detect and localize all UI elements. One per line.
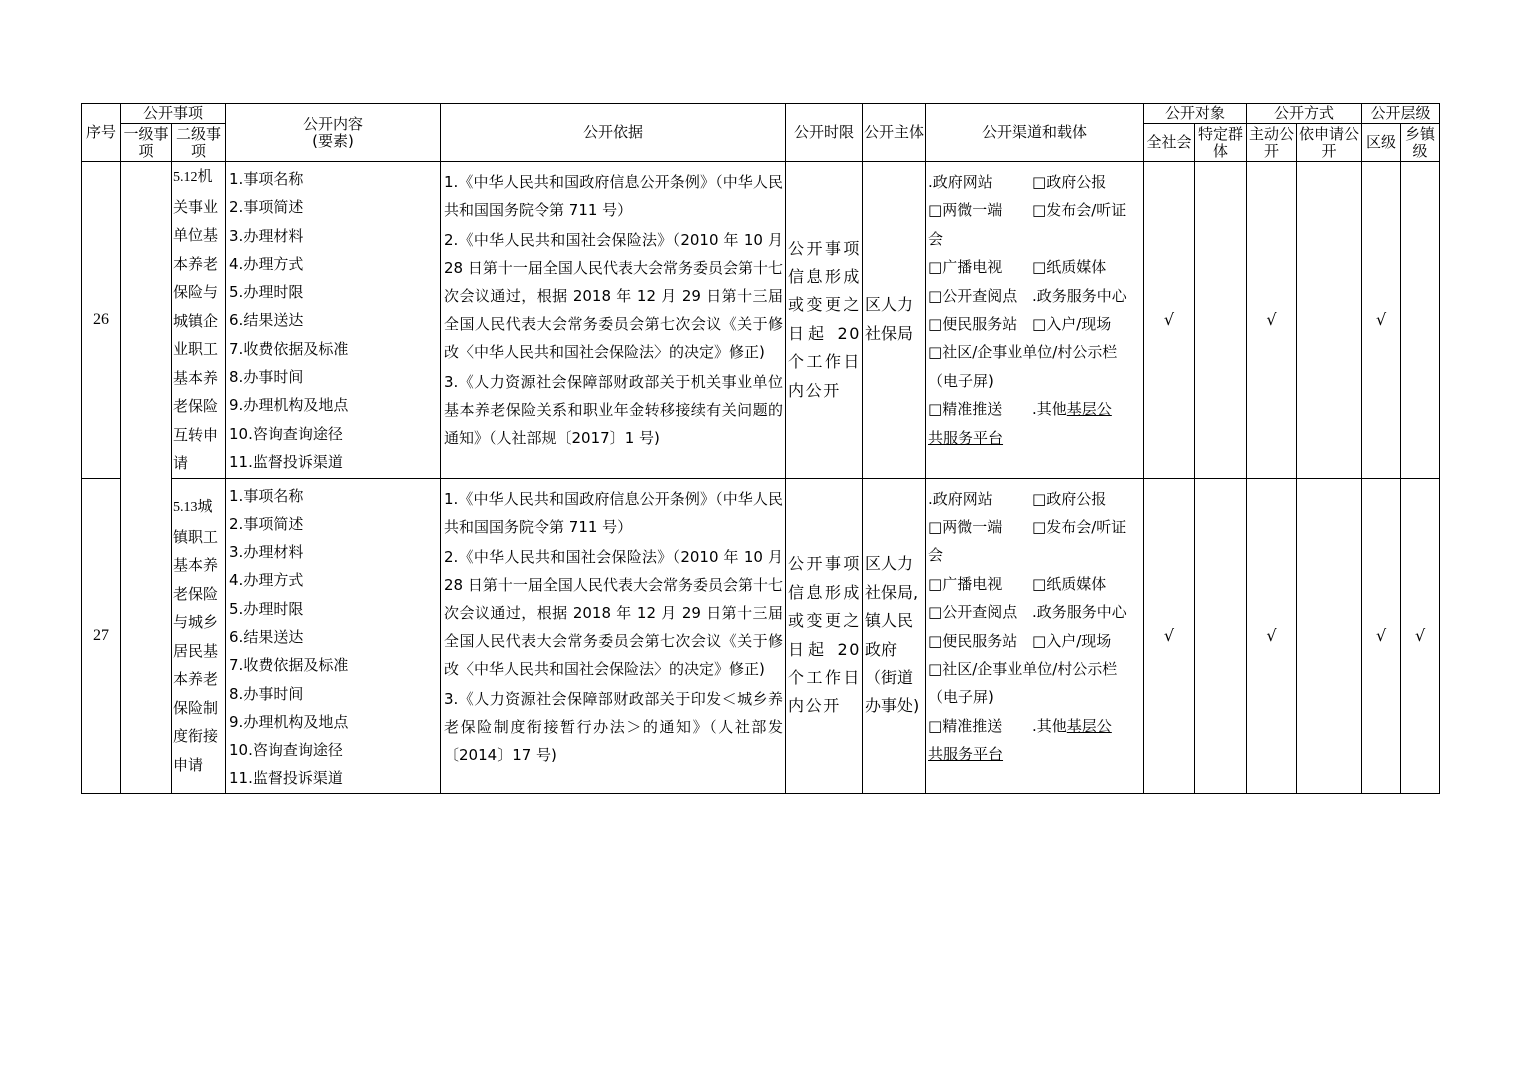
header-target-group: 公开对象 bbox=[1144, 104, 1247, 124]
list-item: 9.办理机构及地点 bbox=[229, 396, 349, 415]
channel-line bbox=[928, 225, 1141, 253]
basis-item: 1.《中华人民共和国政府信息公开条例》（中华人民共和国国务院令第 711 号） bbox=[444, 489, 784, 536]
channel-option: □精准推送 bbox=[928, 716, 1003, 735]
channel-option: □广播电视 bbox=[928, 574, 1003, 593]
header-content-sub: (要素) bbox=[312, 131, 354, 150]
level2-text: 机关事业单位基本养老保险与城镇企业职工基本养老保险互转申请 bbox=[173, 167, 219, 472]
channel-option: □入户/现场 bbox=[1032, 631, 1112, 650]
list-item: 11.监督投诉渠道 bbox=[229, 769, 343, 788]
channel-line bbox=[928, 485, 1141, 513]
channel-option: .其他 bbox=[1032, 716, 1067, 735]
level-district-check: √ bbox=[1362, 478, 1401, 793]
table-row bbox=[82, 478, 1440, 793]
list-item: 7.收费依据及标准 bbox=[229, 339, 349, 358]
channel-other-text: 共服务平台 bbox=[928, 745, 1004, 764]
list-item: 2.事项简述 bbox=[229, 514, 304, 533]
channel-other-text: 基层公 bbox=[1066, 716, 1112, 735]
channel-option: □精准推送 bbox=[928, 400, 1003, 419]
channel-line bbox=[928, 740, 1141, 768]
time-limit-cell: 公开事项信息形成或变更之日起 20 个工作日内公开 bbox=[786, 478, 863, 793]
channel-option: .政府网站 bbox=[928, 173, 993, 191]
list-item: 5.办理时限 bbox=[229, 283, 304, 302]
channel-option: □政府公报 bbox=[1032, 489, 1107, 508]
channel-line bbox=[928, 196, 1141, 224]
table-row bbox=[82, 162, 1440, 479]
list-item: 3.办理材料 bbox=[229, 226, 304, 245]
row-seq: 27 bbox=[82, 478, 121, 793]
channel-cell bbox=[926, 162, 1144, 479]
channel-option: □社区/企事业单位/村公示栏 bbox=[928, 659, 1118, 678]
basis-item: 3.《人力资源社会保障部财政部关于印发＜城乡养老保险制度衔接暂行办法＞的通知》（人社部发〔2014〕17 号) bbox=[444, 689, 784, 764]
header-method-request: 依申请公开 bbox=[1297, 124, 1362, 162]
row-seq: 26 bbox=[82, 162, 121, 479]
target-specific-check bbox=[1195, 478, 1247, 793]
target-all-check: √ bbox=[1144, 478, 1195, 793]
header-level-town: 乡镇级 bbox=[1401, 124, 1440, 162]
list-item: 1.事项名称 bbox=[229, 486, 304, 505]
channel-option: .政务服务中心 bbox=[1032, 286, 1127, 305]
content-items bbox=[226, 162, 441, 479]
channel-line bbox=[928, 541, 1141, 569]
header-method-active: 主动公开 bbox=[1247, 124, 1297, 162]
channel-option: （电子屏) bbox=[928, 371, 994, 390]
channel-line bbox=[928, 310, 1141, 338]
target-specific-check bbox=[1195, 162, 1247, 479]
level-district-check: √ bbox=[1362, 162, 1401, 479]
method-active-check: √ bbox=[1247, 162, 1297, 479]
header-content-title: 公开内容 bbox=[303, 114, 364, 133]
list-item: 6.结果送达 bbox=[229, 311, 304, 330]
level2-number: 5.13 bbox=[173, 500, 198, 516]
channel-line bbox=[928, 570, 1141, 598]
channel-option: □纸质媒体 bbox=[1032, 258, 1107, 277]
header-level2: 二级事项 bbox=[172, 124, 226, 162]
channel-line bbox=[928, 338, 1141, 366]
subject-cell: 区人力社保局,镇人民政府（街道办事处) bbox=[863, 478, 926, 793]
channel-line bbox=[928, 282, 1141, 310]
list-item: 10.咨询查询途径 bbox=[229, 741, 343, 760]
subject-cell: 区人力社保局 bbox=[863, 162, 926, 479]
basis-cell bbox=[441, 478, 786, 793]
level2-number: 5.12 bbox=[173, 170, 198, 185]
channel-line bbox=[928, 683, 1141, 711]
level1-cell bbox=[121, 162, 172, 794]
header-level1: 一级事项 bbox=[121, 124, 172, 162]
list-item: 9.办理机构及地点 bbox=[229, 712, 349, 731]
channel-option: □便民服务站 bbox=[928, 631, 1018, 650]
basis-item: 2.《中华人民共和国社会保险法》（2010 年 10 月 28 日第十一届全国人民代表大会常务委员会第十七次会议通过，根据 2018 年 12 月 29 日第十三届全国人民代表大会常务委员会第七次会议《关于修改〈中华人民共和国社会保险法〉的决定》修正) bbox=[444, 547, 784, 678]
list-item: 5.办理时限 bbox=[229, 599, 304, 618]
channel-option: □政府公报 bbox=[1032, 173, 1107, 191]
basis-item: 1.《中华人民共和国政府信息公开条例》（中华人民共和国国务院令第 711 号） bbox=[444, 173, 784, 219]
method-request-check bbox=[1297, 478, 1362, 793]
list-item: 4.办理方式 bbox=[229, 571, 304, 590]
channel-option: □广播电视 bbox=[928, 258, 1003, 277]
header-item-group: 公开事项 bbox=[121, 104, 226, 124]
channel-line bbox=[928, 367, 1141, 395]
list-item: 10.咨询查询途径 bbox=[229, 424, 343, 443]
channel-line bbox=[928, 712, 1141, 740]
list-item: 7.收费依据及标准 bbox=[229, 656, 349, 675]
channel-option: .其他 bbox=[1032, 400, 1067, 419]
channel-option: □发布会/听证 bbox=[1032, 517, 1127, 536]
list-item: 6.结果送达 bbox=[229, 627, 304, 646]
header-time-limit: 公开时限 bbox=[786, 104, 863, 162]
target-all-check: √ bbox=[1144, 162, 1195, 479]
list-item: 8.办事时间 bbox=[229, 684, 304, 703]
header-subject: 公开主体 bbox=[863, 104, 926, 162]
header-basis: 公开依据 bbox=[441, 104, 786, 162]
list-item: 4.办理方式 bbox=[229, 254, 304, 273]
time-limit-cell: 公开事项信息形成或变更之日起 20 个工作日内公开 bbox=[786, 162, 863, 479]
channel-option: □入户/现场 bbox=[1032, 315, 1112, 334]
level2-cell bbox=[172, 162, 226, 479]
header-content bbox=[226, 104, 441, 162]
channel-other-text: 基层公 bbox=[1066, 400, 1112, 419]
channel-line bbox=[928, 655, 1141, 683]
list-item: 1.事项名称 bbox=[229, 170, 304, 188]
channel-line bbox=[928, 253, 1141, 281]
channel-line bbox=[928, 627, 1141, 655]
list-item: 11.监督投诉渠道 bbox=[229, 452, 343, 471]
list-item: 3.办理材料 bbox=[229, 543, 304, 562]
channel-option: .政务服务中心 bbox=[1032, 603, 1127, 622]
header-target-specific: 特定群体 bbox=[1195, 124, 1247, 162]
header-row-1 bbox=[82, 104, 1440, 124]
channel-option: □两微一端 bbox=[928, 517, 1003, 536]
basis-item: 2.《中华人民共和国社会保险法》（2010 年 10 月 28 日第十一届全国人民代表大会常务委员会第十七次会议通过，根据 2018 年 12 月 29 日第十三届全国人民代表大会常务委员会第七次会议《关于修改〈中华人民共和国社会保险法〉的决定》修正) bbox=[444, 231, 784, 361]
disclosure-table bbox=[81, 103, 1440, 794]
channel-option: □两微一端 bbox=[928, 201, 1003, 220]
level2-text: 城镇职工基本养老保险与城乡居民基本养老保险制度衔接申请 bbox=[173, 497, 219, 774]
channel-option: 会 bbox=[928, 546, 944, 565]
channel-option: □发布会/听证 bbox=[1032, 201, 1127, 220]
channel-option: .政府网站 bbox=[928, 489, 993, 508]
channel-cell bbox=[926, 478, 1144, 793]
channel-line bbox=[928, 513, 1141, 541]
header-level-district: 区级 bbox=[1362, 124, 1401, 162]
channel-line bbox=[928, 168, 1141, 196]
channel-option: □社区/企事业单位/村公示栏 bbox=[928, 343, 1118, 362]
channel-line bbox=[928, 424, 1141, 452]
method-request-check bbox=[1297, 162, 1362, 479]
header-method-group: 公开方式 bbox=[1247, 104, 1362, 124]
level-town-check: √ bbox=[1401, 478, 1440, 793]
content-items bbox=[226, 478, 441, 793]
channel-option: 会 bbox=[928, 229, 944, 248]
header-channel: 公开渠道和载体 bbox=[926, 104, 1144, 162]
channel-option: □公开查阅点 bbox=[928, 286, 1018, 305]
channel-line bbox=[928, 598, 1141, 626]
channel-option: □纸质媒体 bbox=[1032, 574, 1107, 593]
basis-item: 3.《人力资源社会保障部财政部关于机关事业单位基本养老保险关系和职业年金转移接续有关问题的通知》（人社部规〔2017〕1 号) bbox=[444, 373, 784, 447]
header-seq: 序号 bbox=[82, 104, 121, 162]
list-item: 8.办事时间 bbox=[229, 368, 304, 387]
basis-cell bbox=[441, 162, 786, 479]
channel-option: □公开查阅点 bbox=[928, 603, 1018, 622]
channel-option: （电子屏) bbox=[928, 688, 994, 707]
channel-line bbox=[928, 395, 1141, 423]
list-item: 2.事项简述 bbox=[229, 198, 304, 217]
channel-other-text: 共服务平台 bbox=[928, 428, 1004, 447]
channel-option: □便民服务站 bbox=[928, 315, 1018, 334]
level2-cell bbox=[172, 478, 226, 793]
header-level-group: 公开层级 bbox=[1362, 104, 1440, 124]
method-active-check: √ bbox=[1247, 478, 1297, 793]
level-town-check bbox=[1401, 162, 1440, 479]
header-target-all: 全社会 bbox=[1144, 124, 1195, 162]
